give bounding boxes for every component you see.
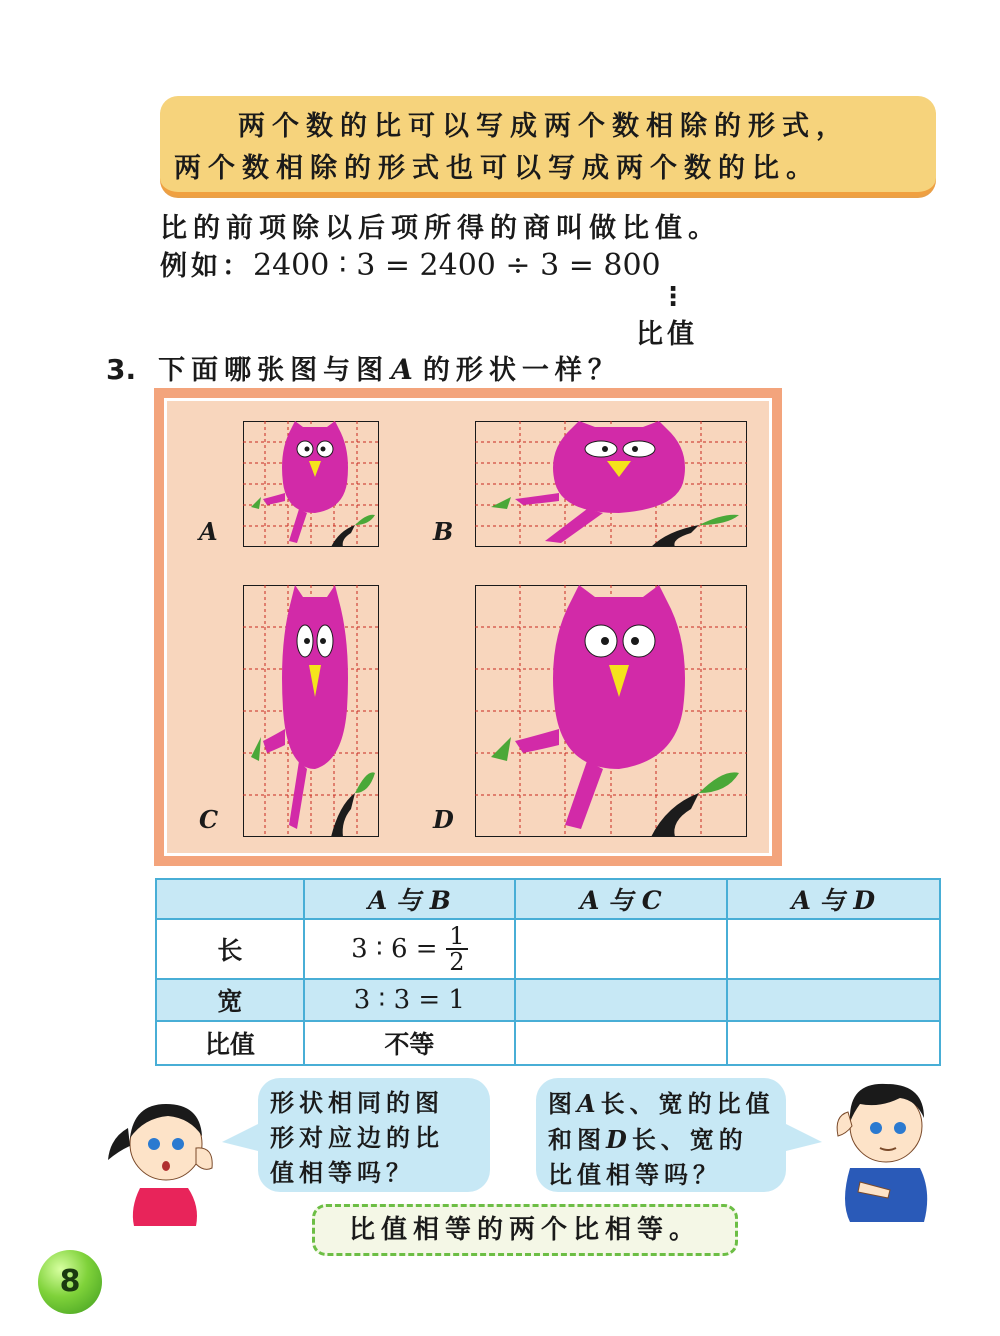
cell-length-ad[interactable]: [727, 919, 940, 979]
cell-ratio-ab: 不等: [304, 1021, 515, 1065]
boy-bubble-line-2: [548, 1122, 786, 1158]
cell-width-ad[interactable]: [727, 979, 940, 1021]
question-number: 3.: [106, 353, 137, 386]
cell-width-ac[interactable]: [515, 979, 726, 1021]
definition-text: 比的前项除以后项所得的商叫做比值。: [160, 213, 721, 244]
owl-panel-a: [243, 421, 379, 547]
boy-bubble-tail: [782, 1118, 822, 1158]
question-letter: A: [391, 353, 413, 386]
table-row-length: [156, 919, 940, 979]
owl-panel-c: [243, 585, 379, 837]
table-header-row: [156, 879, 940, 919]
fraction-denominator: 2: [449, 948, 465, 976]
boy-line1-suffix: 长、宽的比值: [600, 1090, 775, 1118]
question-text-before: 下面哪张图与图: [158, 355, 390, 386]
panel-label-b: B: [433, 517, 454, 546]
conclusion-box: 比值相等的两个比相等。: [312, 1204, 738, 1256]
boy-line2-prefix: 和图: [548, 1126, 606, 1154]
owl-panel-d: [475, 585, 747, 837]
boy-line2-suffix: 长、宽的: [631, 1126, 748, 1154]
boy-line2-letter: D: [606, 1125, 632, 1154]
table-row-width: [156, 979, 940, 1021]
owl-figure: [154, 388, 782, 866]
owl-image-a: [243, 421, 379, 547]
girl-bubble-line-2: 形对应边的比: [270, 1124, 444, 1152]
boy-line1-letter: A: [577, 1089, 601, 1118]
rule-box: [160, 96, 936, 196]
rule-line-1: 两个数的比可以写成两个数相除的形式，: [238, 111, 850, 142]
owl-figure-inner: [164, 398, 772, 856]
table-header-ab: A 与 B: [304, 879, 515, 919]
boy-bubble-line-3: 比值相等吗？: [548, 1161, 722, 1189]
boy-line1-prefix: 图: [548, 1090, 577, 1118]
cell-length-ac[interactable]: [515, 919, 726, 979]
table-header-ad: A 与 D: [727, 879, 940, 919]
owl-image-d: [475, 585, 747, 837]
boy-bubble-line-1: [548, 1086, 786, 1122]
page-number: 8: [38, 1250, 102, 1314]
table-row-ratio-value: [156, 1021, 940, 1065]
boy-icon: [820, 1072, 950, 1222]
girl-bubble-line-3: 值相等吗？: [270, 1159, 415, 1187]
example-expression: 2400 ∶ 3 = 2400 ÷ 3 = 800: [253, 248, 661, 283]
ratio-table: [155, 878, 941, 1066]
row-label-width: 宽: [156, 979, 304, 1021]
owl-image-b: [475, 421, 747, 547]
table-header-ac: A 与 C: [515, 879, 726, 919]
row-label-ratio-value: 比值: [156, 1021, 304, 1065]
girl-speech-bubble: [258, 1078, 490, 1192]
rule-line-2: 两个数相除的形式也可以写成两个数的比。: [174, 153, 820, 184]
panel-label-d: D: [433, 805, 454, 834]
boy-speech-bubble: [536, 1078, 786, 1192]
panel-label-c: C: [199, 805, 219, 834]
girl-bubble-tail: [222, 1118, 262, 1158]
fraction-one-half: [446, 924, 467, 974]
boy-illustration: [820, 1072, 950, 1226]
length-ab-expression: 3 ∶ 6 =: [351, 934, 438, 964]
cell-length-ab: [304, 919, 515, 979]
example-prefix: 例如：: [160, 251, 253, 282]
girl-illustration: [100, 1088, 230, 1230]
row-label-length: 长: [156, 919, 304, 979]
cell-ratio-ac[interactable]: [515, 1021, 726, 1065]
girl-bubble-line-1: 形状相同的图: [270, 1089, 444, 1117]
cell-width-ab: 3 ∶ 3 = 1: [304, 979, 515, 1021]
owl-panel-b: [475, 421, 747, 547]
question-line: [106, 348, 621, 387]
example-annotation: 比值: [636, 319, 698, 350]
question-text-after: 的形状一样？: [422, 355, 621, 386]
example-line: [160, 244, 661, 283]
girl-icon: [100, 1088, 230, 1226]
table-header-blank: [156, 879, 304, 919]
fraction-numerator: 1: [446, 924, 467, 950]
example-dots: ⋮: [660, 282, 686, 312]
owl-image-c: [243, 585, 379, 837]
panel-label-a: A: [199, 517, 218, 546]
cell-ratio-ad[interactable]: [727, 1021, 940, 1065]
